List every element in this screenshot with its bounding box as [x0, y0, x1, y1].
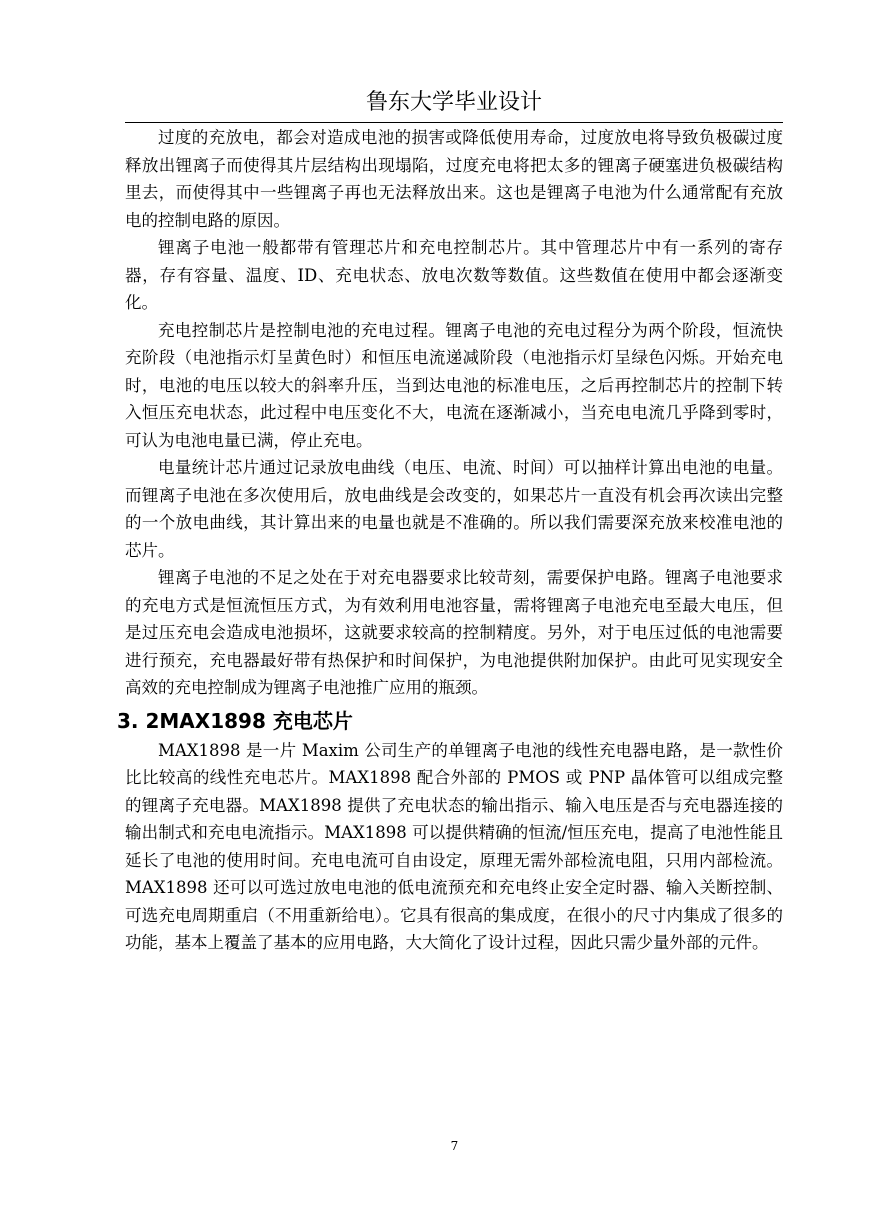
section-heading: 3. 2MAX1898 充电芯片	[117, 708, 353, 733]
header-rule	[125, 122, 783, 123]
paragraph-overcharge: 过度的充放电，都会对造成电池的损害或降低使用寿命，过度放电将导致负极碳过度释放出锂离子而使得其片层结构出现塌陷，过度充电将把太多的锂离子硬塞进负极碳结构里去，而使得其中一些锂离子再也无法释放出来。这也是锂离子电池为什么通常配有充放电的控制电路的原因。	[125, 128, 783, 230]
paragraph-max1898: MAX1898 是一片 Maxim 公司生产的单锂离子电池的线性充电器电路，是一款性价比比较高的线性充电芯片。MAX1898 配合外部的 PMOS 或 PNP 晶体管可以组成完整的锂离子充电器。MAX1898 提供了充电状态的输出指示、输入电压是否与充电器连接的输出制式和充电电流指示。MAX1898 可以提供精确的恒流/恒压充电，提高了电池性能且延长了电池的使用时间。充电电流可自由设定，原理无需外部检流电阻，只用内部检流。MAX1898 还可以可选过放电电池的低电流预充和充电终止安全定时器、输入关断控制、可选充电周期重启（不用重新给电）。它具有很高的集成度，在很小的尺寸内集成了很多的功能，基本上覆盖了基本的应用电路，大大简化了设计过程，因此只需少量外部的元件。	[125, 740, 783, 952]
paragraph-fuel-gauge: 电量统计芯片通过记录放电曲线（电压、电流、时间）可以抽样计算出电池的电量。而锂离子电池在多次使用后，放电曲线是会改变的，如果芯片一直没有机会再次读出完整的一个放电曲线，其计算出来的电量也就是不准确的。所以我们需要深充放来校准电池的芯片。	[125, 458, 783, 560]
paragraph-management-chip: 锂离子电池一般都带有管理芯片和充电控制芯片。其中管理芯片中有一系列的寄存器，存有容量、温度、ID、充电状态、放电次数等数值。这些数值在使用中都会逐渐变化。	[125, 238, 783, 312]
paragraph-limitations: 锂离子电池的不足之处在于对充电器要求比较苛刻，需要保护电路。锂离子电池要求的充电方式是恒流恒压方式，为有效利用电池容量，需将锂离子电池充电至最大电压，但是过压充电会造成电池损坏，这就要求较高的控制精度。另外，对于电压过低的电池需要进行预充，充电器最好带有热保护和时间保护，为电池提供附加保护。由此可见实现安全高效的充电控制成为锂离子电池推广应用的瓶颈。	[125, 568, 783, 697]
page-number: 7	[450, 1139, 459, 1153]
paragraph-charge-control: 充电控制芯片是控制电池的充电过程。锂离子电池的充电过程分为两个阶段，恒流快充阶段（电池指示灯呈黄色时）和恒压电流递减阶段（电池指示灯呈绿色闪烁。开始充电时，电池的电压以较大的斜率升压，当到达电池的标准电压，之后再控制芯片的控制下转入恒压充电状态，此过程中电压变化不大，电流在逐渐减小，当充电电流几乎降到零时，可认为电池电量已满，停止充电。	[125, 320, 783, 450]
body-text	[117, 124, 783, 957]
page-header-title: 鲁东大学毕业设计	[365, 90, 542, 115]
